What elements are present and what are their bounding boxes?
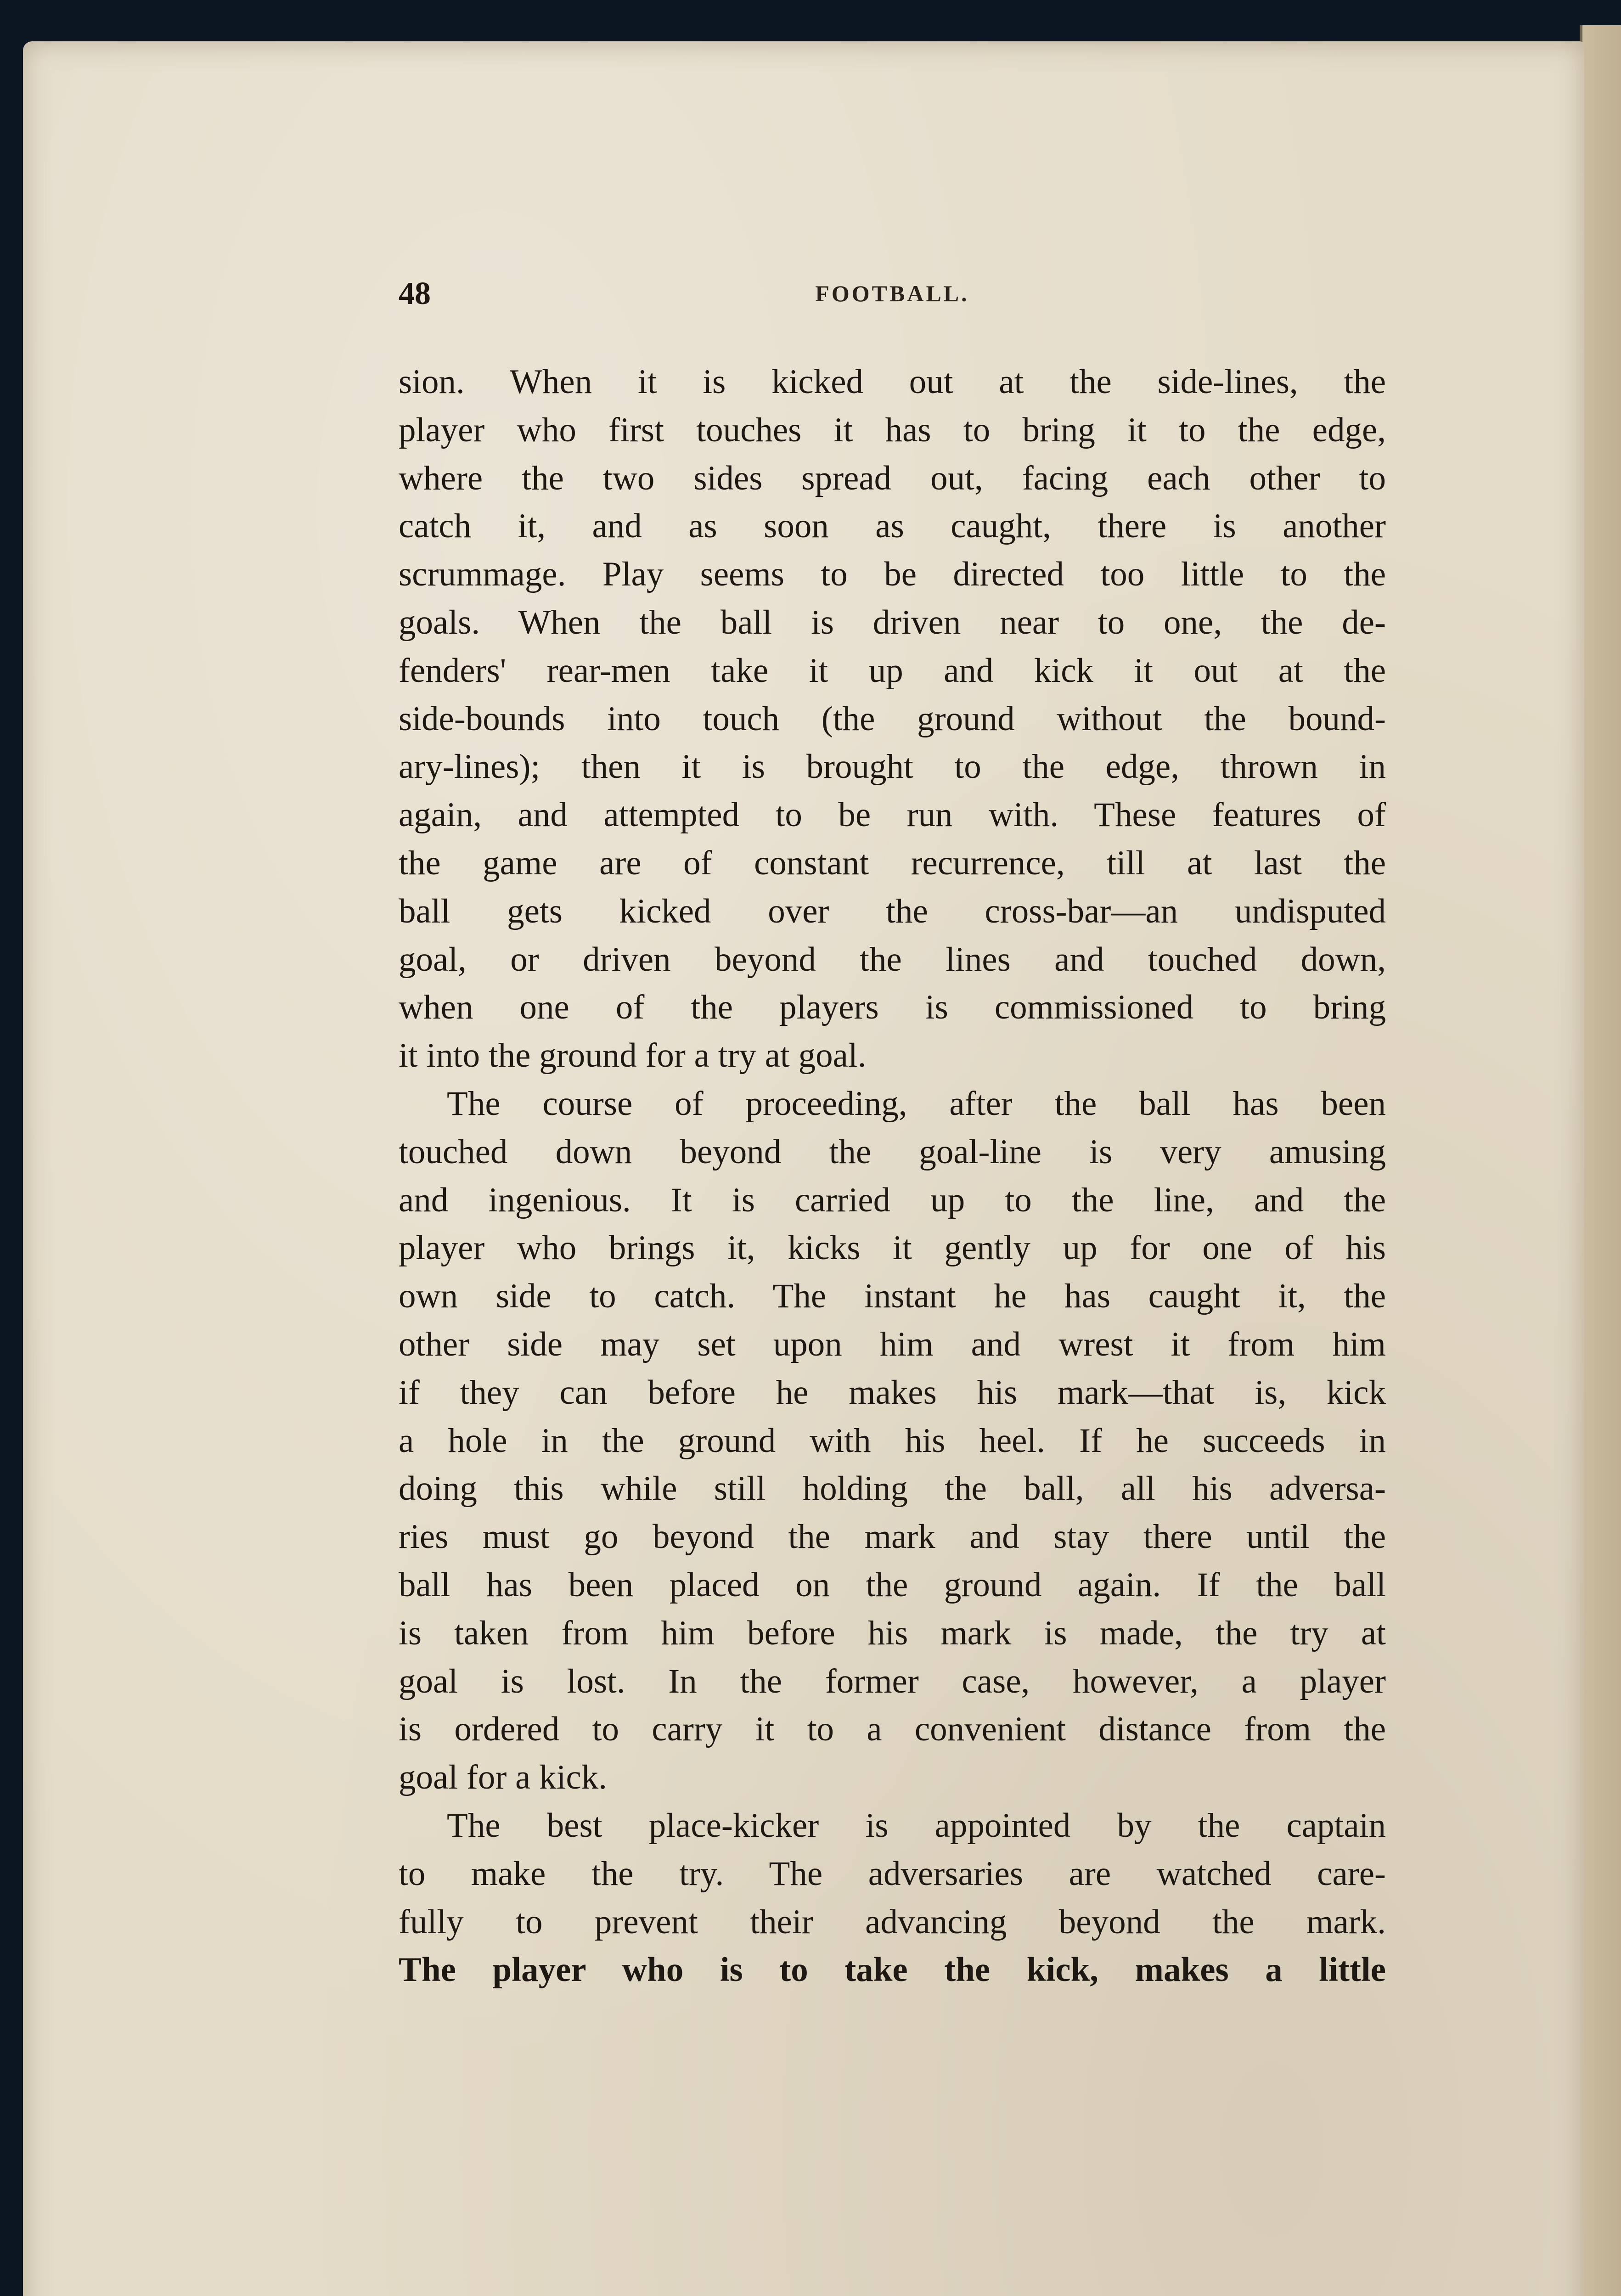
text-line: doing this while still holding the ball, all his adversa- (399, 1469, 1386, 1508)
paragraph-last-line: it into the ground for a try at goal. (399, 1036, 867, 1075)
paragraph-last-line: goal for a kick. (399, 1758, 607, 1797)
text-line: own side to catch. The instant he has caught it, the (399, 1277, 1386, 1316)
paragraph-first-line: The course of proceeding, after the ball has been (447, 1084, 1386, 1123)
text-line: to make the try. The adversaries are watched care- (399, 1854, 1386, 1893)
text-line: if they can before he makes his mark—that is, kick (399, 1373, 1386, 1412)
text-line: scrummage. Play seems to be directed too little to the (399, 555, 1386, 594)
text-line: ball has been placed on the ground again. If the ball (399, 1565, 1386, 1604)
text-line: fenders' rear-men take it up and kick it out at the (399, 651, 1386, 690)
text-line: the game are of constant recurrence, till at last the (399, 844, 1386, 882)
paragraph-first-line: The best place-kicker is appointed by the captain (447, 1806, 1386, 1845)
text-line: goals. When the ball is driven near to one, the de- (399, 603, 1386, 642)
body-text (399, 358, 1386, 1994)
text-line: goal is lost. In the former case, however, a player (399, 1662, 1386, 1700)
text-line: ary-lines); then it is brought to the edge, thrown in (399, 748, 1386, 786)
page-header (399, 276, 1386, 321)
text-line: where the two sides spread out, facing each other to (399, 459, 1386, 497)
text-line: side-bounds into touch (the ground without the bound- (399, 699, 1386, 738)
text-line: sion. When it is kicked out at the side-lines, the (399, 363, 1386, 401)
text-line: again, and attempted to be run with. These features of (399, 796, 1386, 834)
text-line: The player who is to take the kick, makes a little (399, 1951, 1386, 1989)
running-head: FOOTBALL. (815, 281, 969, 306)
text-line: touched down beyond the goal-line is very amusing (399, 1132, 1386, 1171)
text-line: player who first touches it has to bring it to the edge, (399, 411, 1386, 449)
text-line: is taken from him before his mark is made, the try at (399, 1614, 1386, 1652)
text-line: is ordered to carry it to a convenient distance from the (399, 1710, 1386, 1749)
text-line: goal, or driven beyond the lines and touched down, (399, 940, 1386, 979)
text-line: ries must go beyond the mark and stay there until the (399, 1518, 1386, 1556)
text-line: other side may set upon him and wrest it from him (399, 1325, 1386, 1363)
text-line: a hole in the ground with his heel. If he succeeds in (399, 1421, 1386, 1460)
text-line: when one of the players is commissioned to bring (399, 988, 1386, 1027)
text-line: and ingenious. It is carried up to the line, and the (399, 1181, 1386, 1219)
text-line: player who brings it, kicks it gently up for one of his (399, 1229, 1386, 1267)
adjacent-page-edge (1580, 25, 1621, 2296)
text-line: fully to prevent their advancing beyond the mark. (399, 1902, 1386, 1941)
page-number: 48 (399, 276, 431, 311)
text-line: catch it, and as soon as caught, there is another (399, 507, 1386, 546)
text-line: ball gets kicked over the cross-bar—an undisputed (399, 892, 1386, 930)
